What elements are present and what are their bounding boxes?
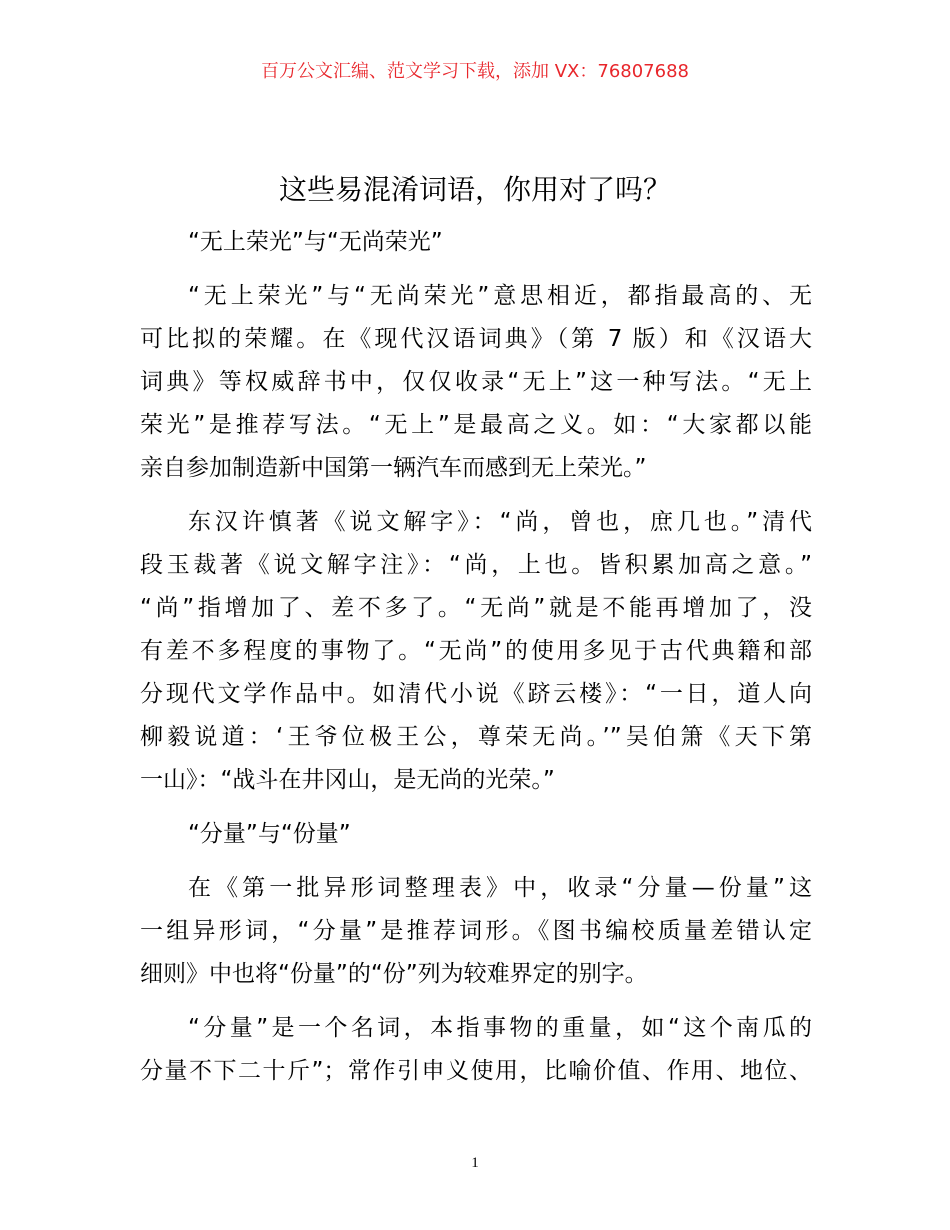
- paragraph: [140, 867, 812, 996]
- text-line: 亲自参加制造新中国第一辆汽车而感到无上荣光。”: [140, 455, 647, 481]
- document-title: 这些易混淆词语，你用对了吗？: [278, 173, 671, 206]
- text-line: 在《第一批异形词整理表》中，收录“分量—份量”这: [188, 875, 812, 901]
- page-number: 1: [471, 1155, 479, 1171]
- paragraph: [140, 275, 812, 490]
- text-line: 细则》中也将“份量”的“份”列为较难界定的别字。: [140, 961, 648, 987]
- text-line: 可比拟的荣耀。在《现代汉语词典》（第 7 版）和《汉语大: [140, 326, 812, 352]
- watermark-header: 百万公文汇编、范文学习下载，添加 VX：76807688: [261, 61, 689, 82]
- section-heading: [140, 221, 812, 264]
- text-line: 一组异形词，“分量”是推荐词形。《图书编校质量差错认定: [140, 918, 812, 944]
- text-line: “分量”是一个名词，本指事物的重量，如“这个南瓜的: [188, 1015, 812, 1041]
- paragraph: [140, 501, 812, 802]
- text-line: “无上荣光”与“无尚荣光”意思相近，都指最高的、无: [188, 283, 812, 309]
- text-line: 段玉裁著《说文解字注》：“尚，上也。皆积累加高之意。”: [140, 552, 812, 578]
- text-line: 分量不下二十斤”；常作引申义使用，比喻价值、作用、地位、: [140, 1058, 812, 1084]
- text-line: “分量”与“份量”: [188, 821, 351, 847]
- text-line: 词典》等权威辞书中，仅仅收录“无上”这一种写法。“无上: [140, 369, 812, 395]
- text-line: 荣光”是推荐写法。“无上”是最高之义。如：“大家都以能: [140, 412, 812, 438]
- text-line: 有差不多程度的事物了。“无尚”的使用多见于古代典籍和部: [140, 638, 812, 664]
- text-line: 柳毅说道：‘王爷位极王公，尊荣无尚。’”吴伯箫《天下第: [140, 724, 812, 750]
- text-line: 一山》：“战斗在井冈山，是无尚的光荣。”: [140, 767, 555, 793]
- document-body: [140, 221, 812, 1093]
- text-line: 分现代文学作品中。如清代小说《跻云楼》：“一日，道人向: [140, 681, 812, 707]
- section-heading: [140, 813, 812, 856]
- text-line: “尚”指增加了、差不多了。“无尚”就是不能再增加了，没: [140, 595, 812, 621]
- paragraph: [140, 1007, 812, 1093]
- text-line: “无上荣光”与“无尚荣光”: [188, 229, 443, 255]
- text-line: 东汉许慎著《说文解字》：“尚，曾也，庶几也。”清代: [188, 509, 812, 535]
